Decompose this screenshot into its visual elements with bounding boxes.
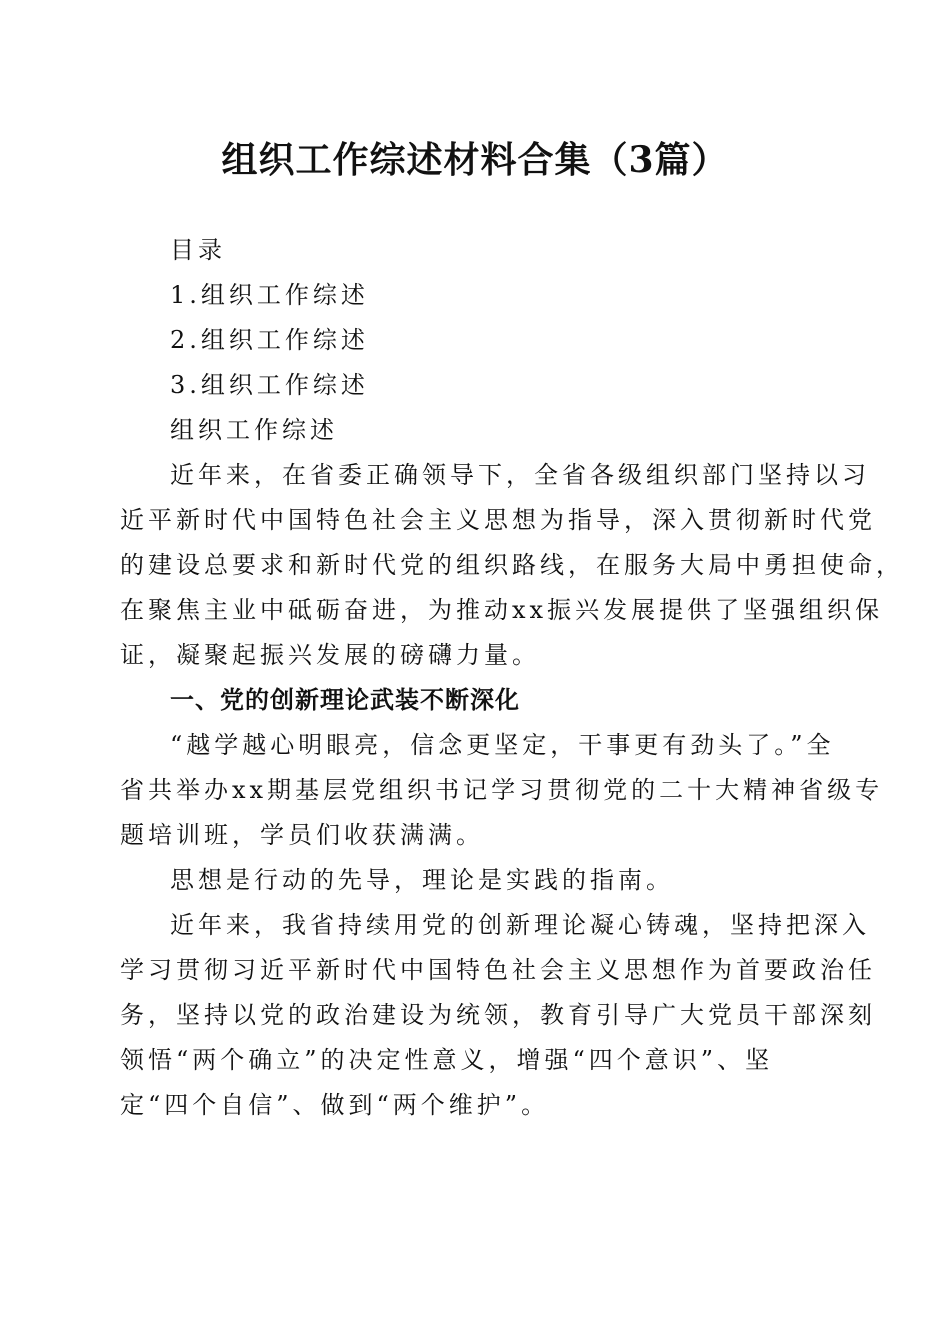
text-line: 近年来，在省委正确领导下，全省各级组织部门坚持以习 [170, 461, 870, 489]
text-line: 的建设总要求和新时代党的组织路线，在服务大局中勇担使命， [120, 551, 904, 579]
intro-paragraph [120, 453, 904, 678]
document-title: 组织工作综述材料合集（3篇） [221, 139, 729, 181]
text-line: 近年来，我省持续用党的创新理论凝心铸魂，坚持把深入 [170, 911, 870, 939]
text-line: 在聚焦主业中砥砺奋进，为推动xx振兴发展提供了坚强组织保 [120, 596, 884, 624]
text-line: 学习贯彻习近平新时代中国特色社会主义思想作为首要政治任 [120, 956, 876, 984]
text-line: 题培训班，学员们收获满满。 [120, 821, 484, 849]
text-line: 领悟“两个确立”的决定性意义，增强“四个意识”、坚 [120, 1046, 774, 1074]
paragraph-1 [120, 723, 884, 858]
text-line: 省共举办xx期基层党组织书记学习贯彻党的二十大精神省级专 [120, 776, 884, 804]
text-line: “越学越心明眼亮，信念更坚定，干事更有劲头了。”全 [170, 731, 835, 759]
toc-item: 1.组织工作综述 [170, 281, 369, 309]
toc-item: 3.组织工作综述 [170, 371, 369, 399]
toc-heading: 目录 [170, 236, 226, 264]
toc-item: 2.组织工作综述 [170, 326, 369, 354]
paragraph-2: 思想是行动的先导，理论是实践的指南。 [170, 866, 674, 894]
text-line: 近平新时代中国特色社会主义思想为指导，深入贯彻新时代党 [120, 506, 876, 534]
text-line: 证，凝聚起振兴发展的磅礴力量。 [120, 641, 540, 669]
section-heading: 一、党的创新理论武装不断深化 [170, 686, 520, 714]
article-title: 组织工作综述 [170, 416, 338, 444]
text-line: 定“四个自信”、做到“两个维护”。 [120, 1091, 550, 1119]
document-body [120, 228, 904, 1128]
text-line: 务，坚持以党的政治建设为统领，教育引导广大党员干部深刻 [120, 1001, 876, 1029]
paragraph-3 [120, 903, 876, 1128]
